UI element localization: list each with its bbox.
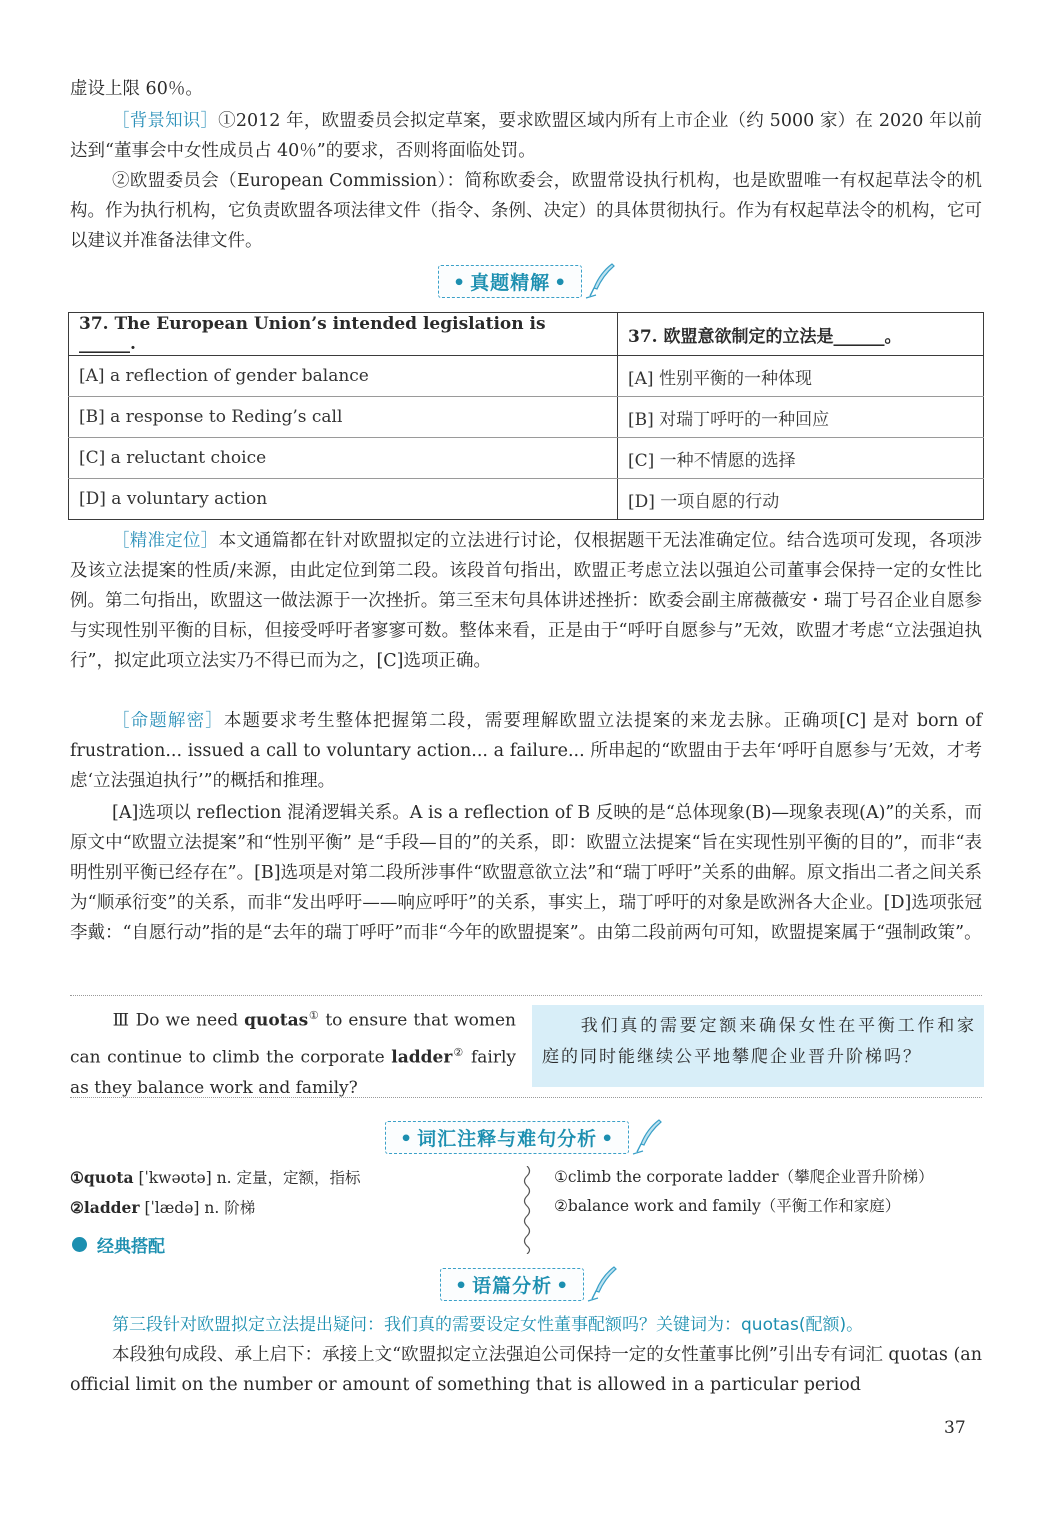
discourse-summary: 第三段针对欧盟拟定立法提出疑问：我们真的需要设定女性董事配额吗？关键词为：quotas(配额)。 (112, 1315, 864, 1335)
reason-text: 本题要求考生整体把握第二段，需要理解欧盟立法提案的来龙去脉。正确项[C] 是对 born of frustration... issued a call to voluntary action... a failure... 所串起的“欧盟由于去年‘呼吁自愿参与’无效，才考虑‘立法强迫执行’”的概括和推理。 (70, 711, 982, 791)
locate-paragraph (70, 526, 982, 676)
paragraph3-original: Ⅲ Do we need quotas① to ensure that women can continue to climb the corporate ladder② fairly as they balance work and family? (70, 1009, 516, 1099)
option-cn: [B] 对瑞丁呼吁的一种回应 (618, 397, 984, 438)
vocab-item-ladder: ②ladder [ˈlædə] n. 阶梯 (70, 1198, 256, 1217)
classic-collocation-label: 经典搭配 (72, 1232, 165, 1257)
quill-pen-icon (631, 1118, 663, 1156)
section-discourse-box: • 语篇分析 • (440, 1268, 584, 1301)
option-row-c (69, 438, 984, 479)
section-exam-heading (438, 262, 616, 300)
option-row-b (69, 397, 984, 438)
reason-tag: ［命题解密］ (112, 711, 224, 731)
section-exam-box: • 真题精解 • (438, 265, 582, 298)
option-en: [A] a reflection of gender balance (69, 356, 618, 397)
question-table (68, 312, 984, 520)
option-row-d (69, 479, 984, 520)
divider (70, 1097, 982, 1098)
collocation-list (554, 1163, 934, 1221)
bullet-icon (72, 1237, 87, 1252)
vocab-list (70, 1163, 360, 1223)
option-en: [C] a reluctant choice (69, 438, 618, 479)
discourse-text: 本段独句成段、承上启下：承接上文“欧盟拟定立法强迫公司保持一定的女性董事比例”引出专有词汇 quotas (an official limit on the number or amount of something that is allowed in a particular period (70, 1345, 982, 1395)
vocab-item-quota: ①quota [ˈkwəʊtə] n. 定量，定额，指标 (70, 1168, 361, 1187)
option-en: [D] a voluntary action (69, 479, 618, 520)
background-tag: ［背景知识］ (112, 111, 219, 131)
option-cn: [C] 一种不情愿的选择 (618, 438, 984, 479)
section-vocab-title: 词汇注释与难句分析 (417, 1127, 598, 1150)
page-number: 37 (944, 1418, 966, 1438)
reason-paragraph (70, 706, 982, 796)
section-vocab-box: • 词汇注释与难句分析 • (385, 1121, 629, 1154)
section-vocab-heading (385, 1118, 663, 1156)
locate-text: 本文通篇都在针对欧盟拟定的立法进行讨论，仅根据题干无法准确定位。结合选项可发现，各项涉及该立法提案的性质/来源，由此定位到第二段。该段首句指出，欧盟正考虑立法以强迫公司董事会保持一定的女性比例。第二句指出，欧盟这一做法源于一次挫折。第三至末句具体讲述挫折：欧委会副主席薇薇安・瑞丁号召企业自愿参与实现性别平衡的目标，但接受呼吁者寥寥可数。整体来看，正是由于“呼吁自愿参与”无效，欧盟才考虑“立法强迫执行”，拟定此项立法实乃不得已而为之，[C]选项正确。 (70, 531, 982, 671)
keyword-quotas: quotas (244, 1010, 309, 1031)
question-row (69, 313, 984, 356)
option-row-a (69, 356, 984, 397)
collocation-item: ②balance work and family（平衡工作和家庭） (554, 1197, 901, 1215)
quill-pen-icon (584, 262, 616, 300)
background-text-1: ①2012 年，欧盟委员会拟定草案，要求欧盟区域内所有上市企业（约 5000 家）在 2020 年以前达到“董事会中女性成员占 40％”的要求，否则将面临处罚。 (70, 111, 982, 161)
option-cn: [D] 一项自愿的行动 (618, 479, 984, 520)
background-paragraph-1 (70, 106, 982, 166)
section-discourse-title: 语篇分析 (472, 1274, 553, 1297)
question-stem-cn: 37. 欧盟意欲制定的立法是______。 (618, 313, 984, 356)
paragraph3-translation: 我们真的需要定额来确保女性在平衡工作和家庭的同时能继续公平地攀爬企业晋升阶梯吗？ (532, 1005, 984, 1087)
intro-line: 虚设上限 60％。 (70, 79, 203, 99)
section-exam-title: 真题精解 (470, 271, 551, 294)
option-cn: [A] 性别平衡的一种体现 (618, 356, 984, 397)
divider (70, 995, 982, 996)
keyword-ladder: ladder (391, 1047, 453, 1068)
question-stem-en: 37. The European Union’s intended legislation is ______. (69, 313, 618, 356)
section-discourse-heading (440, 1265, 618, 1303)
option-en: [B] a response to Reding’s call (69, 397, 618, 438)
collocation-item: ①climb the corporate ladder（攀爬企业晋升阶梯） (554, 1168, 934, 1186)
locate-tag: ［精准定位］ (112, 531, 219, 551)
distractor-paragraph: [A]选项以 reflection 混淆逻辑关系。A is a reflection of B 反映的是“总体现象(B)—现象表现(A)”的关系，而原文中“欧盟立法提案”和“性别平衡” 是“手段—目的”的关系，即：欧盟立法提案“旨在实现性别平衡的目的”，而非“表明性别平衡已经存在”。[B]选项是对第二段所涉事件“欧盟意欲立法”和“瑞丁呼吁”关系的曲解。原文指出二者之间关系为“顺承衍变”的关系，而非“发出呼吁——响应呼吁”的关系，事实上，瑞丁呼吁的对象是欧洲各大企业。[D]选项张冠李戴：“自愿行动”指的是“去年的瑞丁呼吁”而非“今年的欧盟提案”。由第二段前两句可知，欧盟提案属于“强制政策”。 (70, 803, 982, 943)
background-paragraph-2: ②欧盟委员会（European Commission）：简称欧委会，欧盟常设执行机构，也是欧盟唯一有权起草法令的机构。作为执行机构，它负责欧盟各项法律文件（指令、条例、决定）的具体贯彻执行。作为有权起草法令的机构，它可以建议并准备法律文件。 (70, 171, 982, 251)
quill-pen-icon (586, 1265, 618, 1303)
wavy-divider (520, 1166, 534, 1254)
